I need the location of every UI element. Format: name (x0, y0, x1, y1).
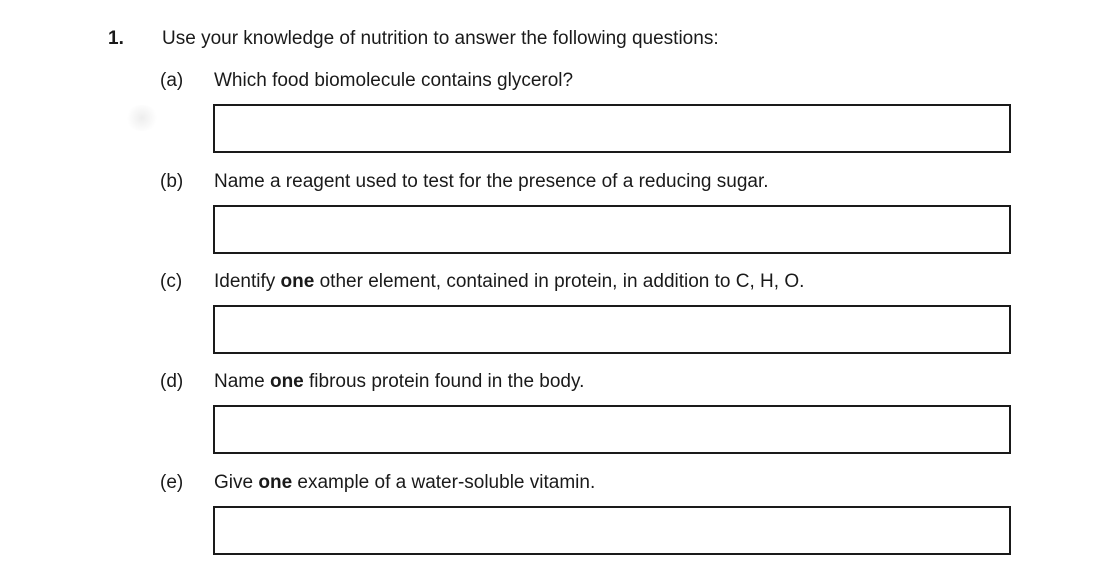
part-question-text: Identify one other element, contained in protein, in addition to C, H, O. (214, 271, 805, 292)
answer-box-b[interactable] (213, 205, 1011, 254)
part-label: (d) (160, 371, 184, 392)
part-question-text: Which food biomolecule contains glycerol? (214, 70, 574, 91)
answer-box-e[interactable] (213, 506, 1011, 555)
part-question-text: Name a reagent used to test for the presence of a reducing sugar. (214, 171, 769, 192)
answer-box-d[interactable] (213, 405, 1011, 454)
answer-box-c[interactable] (213, 305, 1011, 354)
part-label: (b) (160, 171, 184, 192)
part-b (0, 170, 1116, 260)
part-question-text: Name one fibrous protein found in the body. (214, 371, 585, 392)
part-question-text: Give one example of a water-soluble vitamin. (214, 472, 596, 493)
question-intro: Use your knowledge of nutrition to answer the following questions: (162, 28, 719, 49)
part-label: (c) (160, 271, 183, 292)
part-d (0, 370, 1116, 460)
question-number: 1. (108, 28, 124, 49)
answer-box-a[interactable] (213, 104, 1011, 153)
part-a (0, 69, 1116, 159)
part-label: (e) (160, 472, 184, 493)
part-label: (a) (160, 70, 184, 91)
part-e (0, 471, 1116, 561)
part-c (0, 270, 1116, 360)
